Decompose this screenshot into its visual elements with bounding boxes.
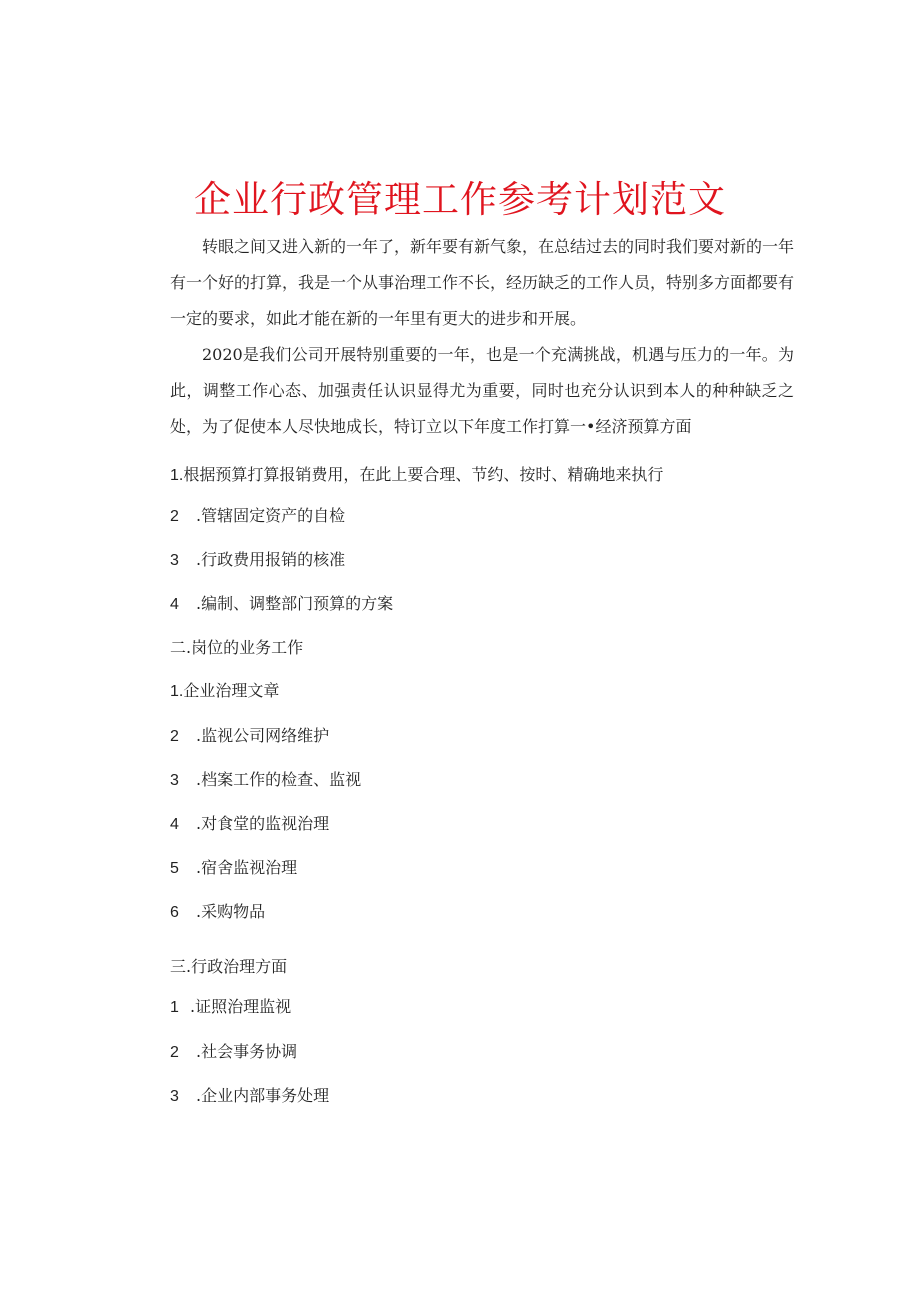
plan-paragraph-text: 2020是我们公司开展特别重要的一年，也是一个充满挑战，机遇与压力的一年。为此，调整工作心态、加强责任认识显得尤为重要，同时也充分认识到本人的种种缺乏之处，为了促使本人尽快地成长，特订立以下年度工作打算一•经济预算方面	[170, 345, 794, 436]
list-item	[170, 592, 393, 617]
list-item-number: 6	[170, 904, 179, 921]
list-item-text: 根据预算打算报销费用，在此上要合理、节约、按时、精确地来执行	[183, 465, 664, 484]
list-item-text: .管辖固定资产的自检	[196, 506, 346, 525]
list-item-text: .行政费用报销的核准	[196, 550, 346, 569]
list-item-text: .监视公司网络维护	[196, 726, 330, 745]
list-item-number: 3	[170, 1088, 179, 1105]
list-item-number: 1.	[170, 683, 184, 700]
list-item-text: .对食堂的监视治理	[196, 814, 330, 833]
list-item-text: .档案工作的检查、监视	[196, 770, 362, 789]
list-item-number: 4	[170, 816, 179, 833]
list-item-text: .采购物品	[196, 902, 266, 921]
list-item-number: 4	[170, 596, 179, 613]
list-item-text: .证照治理监视	[190, 997, 292, 1016]
list-item	[170, 724, 329, 749]
section-heading: 三.行政治理方面	[170, 957, 288, 976]
list-item-text: .企业内部事务处理	[196, 1086, 330, 1105]
list-item-number: 5	[170, 860, 179, 877]
section-heading: 二.岗位的业务工作	[170, 638, 304, 657]
list-item-number: 3	[170, 552, 179, 569]
list-item-text: .宿舍监视治理	[196, 858, 298, 877]
list-item-text: 企业治理文章	[183, 681, 280, 700]
list-item	[170, 504, 345, 529]
list-item	[170, 812, 329, 837]
list-item-text: .社会事务协调	[196, 1042, 298, 1061]
list-item	[170, 768, 361, 793]
document-title: 企业行政管理工作参考计划范文	[194, 178, 726, 221]
list-item	[170, 1040, 297, 1065]
list-item-number: 2	[170, 1044, 179, 1061]
list-item	[170, 1084, 329, 1109]
list-item	[170, 679, 279, 704]
list-item	[170, 463, 663, 488]
list-item	[170, 995, 291, 1020]
list-item	[170, 900, 265, 925]
intro-paragraph-text: 转眼之间又进入新的一年了，新年要有新气象，在总结过去的同时我们要对新的一年有一个好的打算，我是一个从事治理工作不长，经历缺乏的工作人员，特别多方面都要有一定的要求，如此才能在新的一年里有更大的进步和开展。	[170, 237, 795, 328]
list-item-number: 1	[170, 999, 179, 1016]
plan-paragraph	[170, 337, 794, 445]
list-item-number: 3	[170, 772, 179, 789]
list-item-number: 1.	[170, 467, 184, 484]
intro-paragraph	[170, 229, 794, 337]
list-item-number: 2	[170, 728, 179, 745]
list-item-number: 2	[170, 508, 179, 525]
list-item	[170, 856, 297, 881]
list-item	[170, 548, 345, 573]
list-item-text: .编制、调整部门预算的方案	[196, 594, 394, 613]
